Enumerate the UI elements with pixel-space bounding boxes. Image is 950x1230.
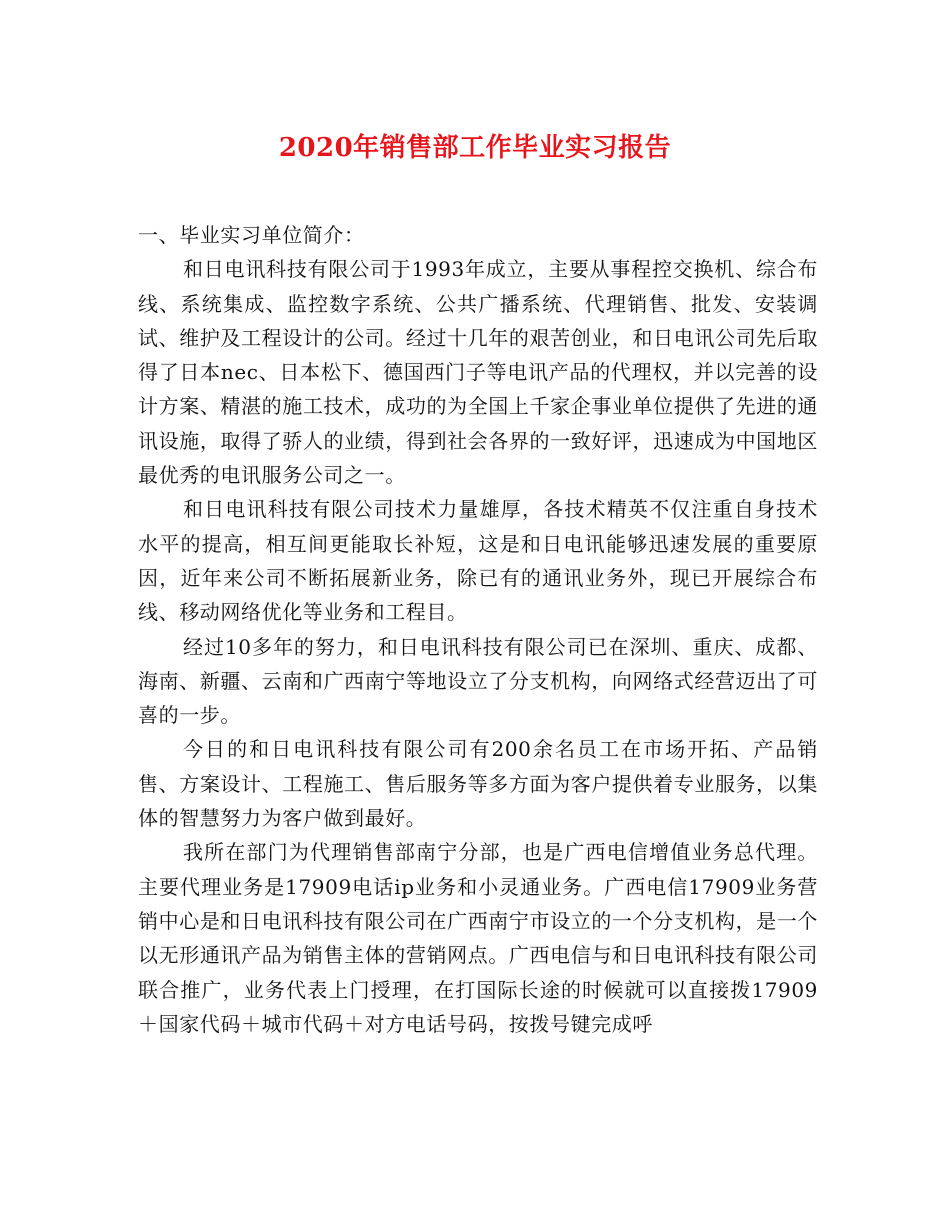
paragraph-branches: 经过10多年的努力，和日电讯科技有限公司已在深圳、重庆、成都、海南、新疆、云南和广西南宁等地设立了分支机构，向网络式经营迈出了可喜的一步。 <box>138 634 818 728</box>
paragraph-technical-strength: 和日电讯科技有限公司技术力量雄厚，各技术精英不仅注重自身技术水平的提高，相互间更能取长补短，这是和日电讯能够迅速发展的重要原因，近年来公司不断拓展新业务，除已有的通讯业务外，现已开展综合布线、移动网络优化等业务和工程目。 <box>138 497 818 625</box>
section-heading: 一、毕业实习单位简介： <box>138 223 365 247</box>
document-title: 2020年销售部工作毕业实习报告 <box>278 133 672 163</box>
paragraph-employees: 今日的和日电讯科技有限公司有200余名员工在市场开拓、产品销售、方案设计、工程施工、售后服务等多方面为客户提供着专业服务，以集体的智慧努力为客户做到最好。 <box>138 737 818 831</box>
paragraph-department: 我所在部门为代理销售部南宁分部，也是广西电信增值业务总代理。主要代理业务是17909电话ip业务和小灵通业务。广西电信17909业务营销中心是和日电讯科技有限公司在广西南宁市设立的一个分支机构，是一个以无形通讯产品为销售主体的营销网点。广西电信与和日电讯科技有限公司联合推广，业务代表上门授理，在打国际长途的时候就可以直接拨17909＋国家代码＋城市代码＋对方电话号码，按拨号键完成呼 <box>138 840 818 1036</box>
document-body <box>138 218 818 1041</box>
paragraph-company-intro: 和日电讯科技有限公司于1993年成立，主要从事程控交换机、综合布线、系统集成、监控数字系统、公共广播系统、代理销售、批发、安装调试、维护及工程设计的公司。经过十几年的艰苦创业，和日电讯公司先后取得了日本nec、日本松下、德国西门子等电讯产品的代理权，并以完善的设计方案、精湛的施工技术，成功的为全国上千家企事业单位提供了先进的通讯设施，取得了骄人的业绩，得到社会各界的一致好评，迅速成为中国地区最优秀的电讯服务公司之一。 <box>138 257 818 488</box>
